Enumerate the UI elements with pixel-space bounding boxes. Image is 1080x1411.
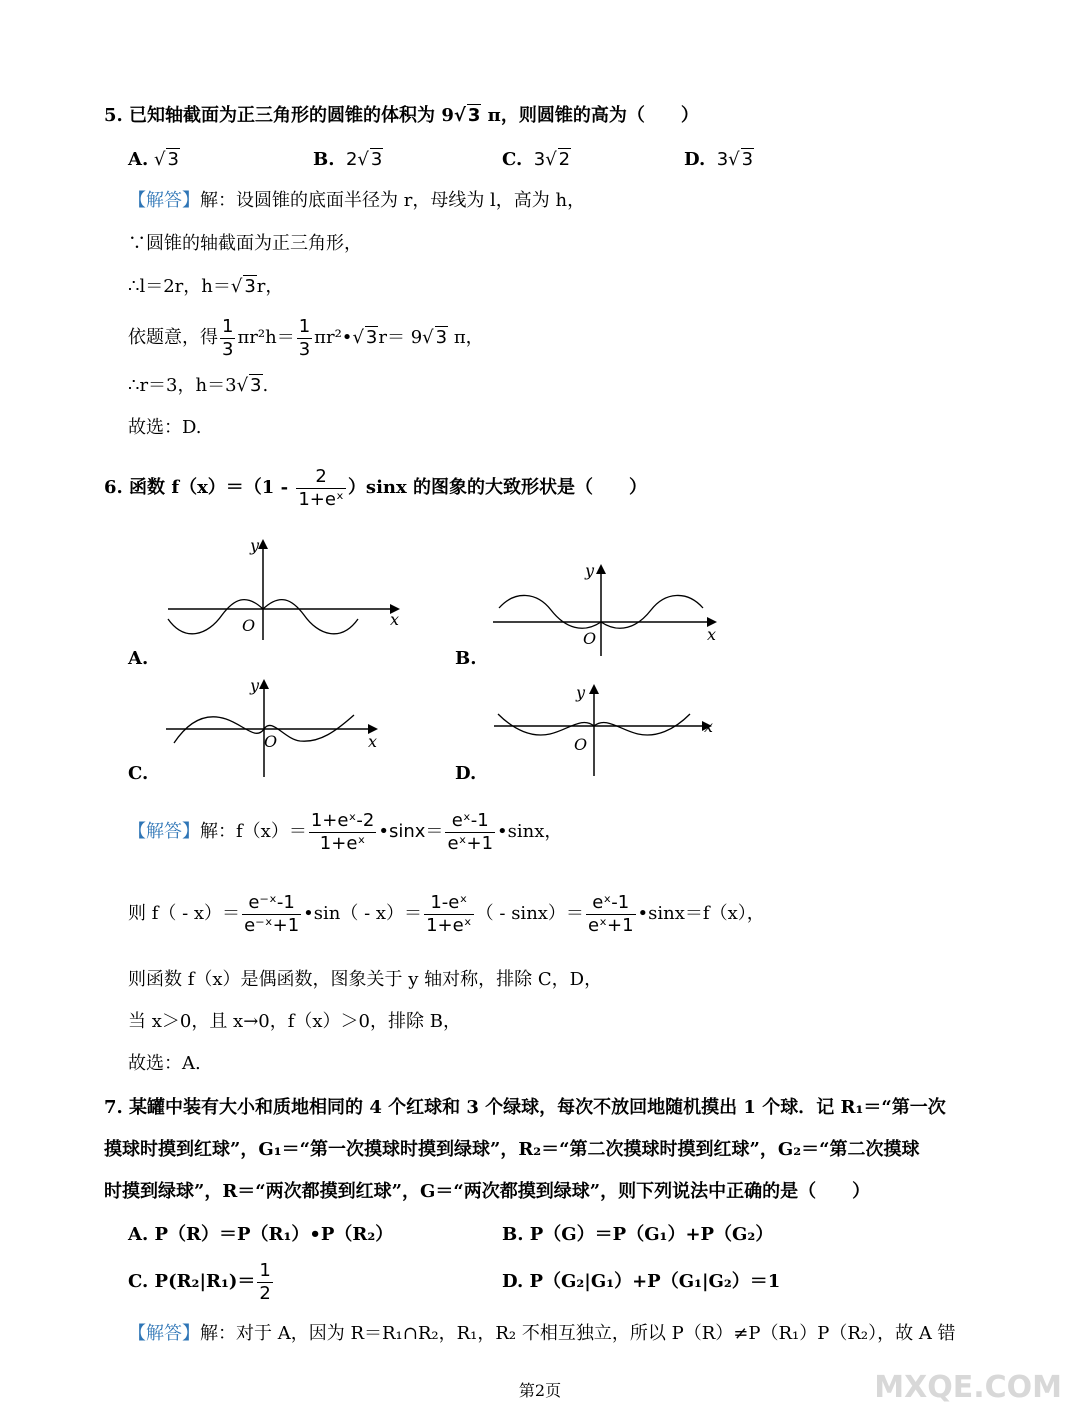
q5-s4-fraction-1 — [220, 316, 235, 361]
q6-solution-line-2 — [128, 888, 765, 940]
q6-stem — [104, 462, 647, 514]
q5-s3-radicand: 3 — [244, 276, 256, 297]
watermark: MXQE.COM — [874, 1370, 1062, 1405]
q6-graph-a — [160, 535, 410, 645]
q6-stem-text-b: ）sinx 的图象的大致形状是（ ） — [347, 477, 647, 498]
q6-a1-frac2-den: eˣ+1 — [447, 832, 494, 854]
q6-a2-text-c: （ - sinx）＝ — [475, 903, 584, 924]
q5-s3-text-a: ∴l＝2r，h＝ — [128, 276, 231, 297]
graph-c-x-label: x — [368, 732, 378, 751]
q6-graph-d-label: D. — [455, 763, 477, 784]
graph-d-y-label: y — [576, 683, 586, 702]
q5-s4-text-c: πr²• — [314, 327, 353, 348]
q5-s4-frac2-den: 3 — [298, 338, 311, 360]
graph-a-x-label: x — [390, 610, 400, 629]
q6-graph-c-label: C. — [128, 763, 149, 784]
q7-option-d: D. P（G₂|G₁）+P（G₁|G₂）＝1 — [502, 1271, 781, 1292]
q5-solution-line-5 — [128, 374, 268, 398]
q5-solution-line-3 — [128, 275, 283, 299]
q5-solution-line-2: ∵圆锥的轴截面为正三角形， — [128, 233, 362, 254]
q5-s4-frac2-num: 1 — [298, 315, 311, 337]
q5-s3-text-b: r， — [256, 276, 284, 297]
q5-s4-frac1-num: 1 — [222, 315, 234, 337]
q6-solution-line-3: 则函数 f（x）是偶函数，图象关于 y 轴对称，排除 C，D， — [128, 969, 603, 990]
q7-stem-line-1: 7. 某罐中装有大小和质地相同的 4 个红球和 3 个绿球，每次不放回地随机摸出 1 个球．记 R₁＝“第一次 — [104, 1097, 946, 1118]
q6-a2-fraction-1 — [242, 892, 301, 937]
q7-option-c-text: C. P(R₂|R₁)＝ — [128, 1271, 256, 1292]
q6-a2-frac1-den: e⁻ˣ+1 — [244, 914, 300, 936]
q5-solution-line-1 — [128, 189, 585, 213]
graph-a-y-label: y — [250, 536, 260, 555]
q5-option-c-coef: 3 — [533, 149, 546, 170]
q6-a1-frac1-num: 1+eˣ-2 — [310, 809, 375, 831]
q6-solution-line-4: 当 x＞0，且 x→0，f（x）＞0，排除 B， — [128, 1011, 461, 1032]
q6-graph-b-label: B. — [455, 648, 477, 669]
graph-c-origin-label: O — [264, 732, 278, 751]
graph-b-origin-label: O — [583, 629, 597, 648]
q5-s5-text-b: . — [262, 375, 269, 396]
q7-option-b: B. P（G）＝P（G₁）+P（G₂） — [502, 1224, 774, 1245]
q6-graph-a-label: A. — [128, 648, 149, 669]
q7-option-c-frac-den: 2 — [259, 1282, 271, 1304]
q5-s4-fraction-2 — [297, 316, 312, 361]
q5-option-d: D. 3√ 3 — [684, 149, 754, 170]
q5-s4-text-d: r＝ 9 — [378, 327, 423, 348]
q6-a2-frac2-num: 1-eˣ — [424, 892, 474, 915]
q6-solution-line-5: 故选：A. — [128, 1053, 201, 1074]
q6-a2-text-a: 则 f（ - x）＝ — [128, 903, 241, 924]
q5-option-b-coef: 2 — [345, 149, 358, 170]
q6-a1-frac2-num: eˣ-1 — [445, 810, 495, 833]
q5-option-a-radicand: 3 — [167, 149, 179, 170]
q6-a1-frac1-den: 1+eˣ — [319, 832, 366, 854]
q6-stem-frac-num: 2 — [296, 466, 346, 489]
q6-a1-text-a: 解：f（x）＝ — [200, 821, 307, 842]
q5-s4-radicand: 3 — [365, 327, 378, 348]
q5-option-d-label: D. — [684, 149, 706, 170]
q7-stem-line-3: 时摸到绿球”，R＝“两次都摸到红球”，G＝“两次都摸到绿球”，则下列说法中正确的是（ ） — [104, 1181, 871, 1202]
graph-a-origin-label: O — [242, 616, 256, 635]
page-number: 第2页 — [518, 1381, 562, 1400]
q5-s4-text-e: π， — [448, 327, 484, 348]
q7-stem-line-2: 摸球时摸到红球”，G₁＝“第一次摸球时摸到绿球”，R₂＝“第二次摸球时摸到红球”，G₂＝“第二次摸球 — [104, 1139, 920, 1160]
q5-option-b-radicand: 3 — [370, 149, 383, 170]
q6-stem-text-a: 6. 函数 f（x）＝（1 - — [104, 477, 295, 498]
q5-solution-text-1: 解：设圆锥的底面半径为 r，母线为 l，高为 h， — [200, 190, 586, 211]
q5-s3-sqrt: √ 3 — [230, 276, 256, 297]
q6-a2-fraction-3 — [586, 892, 636, 937]
q7-option-c-fraction — [257, 1260, 272, 1305]
graph-b-y-arrow — [596, 564, 606, 574]
q5-stem — [104, 104, 699, 128]
q7-solution-text: 解：对于 A，因为 R＝R₁∩R₂，R₁，R₂ 不相互独立，所以 P（R）≠P（R₁）P（R₂），故 A 错 — [200, 1323, 956, 1344]
graph-d-origin-label: O — [574, 735, 588, 754]
q5-stem-text-b: π，则圆锥的高为（ ） — [481, 105, 699, 126]
graph-b-y-label: y — [585, 561, 595, 580]
q5-stem-sqrt: √ 3 — [453, 105, 481, 126]
q6-a2-frac2-den: 1+eˣ — [426, 914, 472, 936]
q5-option-d-radicand: 3 — [741, 149, 754, 170]
q6-a2-fraction-2 — [424, 892, 474, 937]
q5-option-d-coef: 3 — [716, 149, 729, 170]
q6-a1-text-b: •sinx＝ — [378, 821, 444, 842]
q6-graph-b — [485, 560, 735, 660]
q6-graph-c — [160, 675, 410, 780]
q5-s4-sqrt: √ 3 — [352, 327, 378, 348]
q6-stem-frac-den: 1+eˣ — [298, 488, 344, 510]
q5-option-c: C. 3√ 2 — [502, 149, 571, 170]
q6-a1-fraction-1 — [309, 810, 377, 855]
q5-stem-radicand: 3 — [467, 105, 481, 126]
q5-s5-sqrt: √ 3 — [236, 375, 262, 396]
q5-s4-radicand-2: 3 — [435, 327, 448, 348]
q6-a1-text-c: •sinx， — [497, 821, 563, 842]
q5-s5-radicand: 3 — [250, 375, 262, 396]
q5-stem-text-a: 5. 已知轴截面为正三角形的圆锥的体积为 9 — [104, 105, 454, 126]
q5-option-a: A. √ 3 — [128, 149, 179, 170]
graph-d-y-arrow — [589, 684, 599, 694]
q6-a2-text-b: •sin（ - x）＝ — [303, 903, 423, 924]
q6-a2-frac1-num: e⁻ˣ-1 — [242, 892, 301, 915]
q5-answer-tag: 【解答】 — [128, 190, 200, 211]
q6-a1-fraction-2 — [445, 810, 495, 855]
q6-graph-d — [490, 680, 730, 780]
q7-solution-line-1 — [128, 1322, 956, 1346]
q7-answer-tag: 【解答】 — [128, 1323, 200, 1344]
q5-option-b-label: B. — [313, 149, 335, 170]
graph-b-x-label: x — [707, 625, 717, 644]
q5-s4-frac1-den: 3 — [222, 338, 234, 360]
q7-option-c-frac-num: 1 — [259, 1259, 271, 1281]
q7-option-a: A. P（R）＝P（R₁）•P（R₂） — [128, 1224, 394, 1245]
q5-s4-sqrt-2: √ 3 — [422, 327, 448, 348]
q5-option-a-label: A. — [128, 149, 149, 170]
graph-a-y-arrow — [258, 539, 268, 549]
q5-s4-text-b: πr²h＝ — [237, 327, 295, 348]
q6-stem-fraction — [296, 466, 346, 511]
graph-c-y-arrow — [259, 679, 269, 689]
q5-option-c-label: C. — [502, 149, 523, 170]
q5-solution-line-6: 故选：D. — [128, 417, 202, 438]
q5-option-b: B. 2√ 3 — [313, 149, 383, 170]
q5-s5-text-a: ∴r＝3，h＝3 — [128, 375, 237, 396]
q6-a2-frac3-den: eˣ+1 — [587, 914, 634, 936]
q6-solution-line-1 — [128, 806, 562, 858]
q7-option-c — [128, 1256, 275, 1308]
graph-d-x-label: x — [704, 717, 714, 736]
q5-option-c-radicand: 2 — [558, 149, 571, 170]
graph-c-y-label: y — [250, 676, 260, 695]
q6-a2-text-d: •sinx＝f（x）， — [637, 903, 765, 924]
q6-answer-tag: 【解答】 — [128, 821, 200, 842]
q5-s4-text-a: 依题意，得 — [128, 327, 218, 348]
q6-a2-frac3-num: eˣ-1 — [586, 892, 636, 915]
q5-solution-line-4 — [128, 312, 484, 364]
